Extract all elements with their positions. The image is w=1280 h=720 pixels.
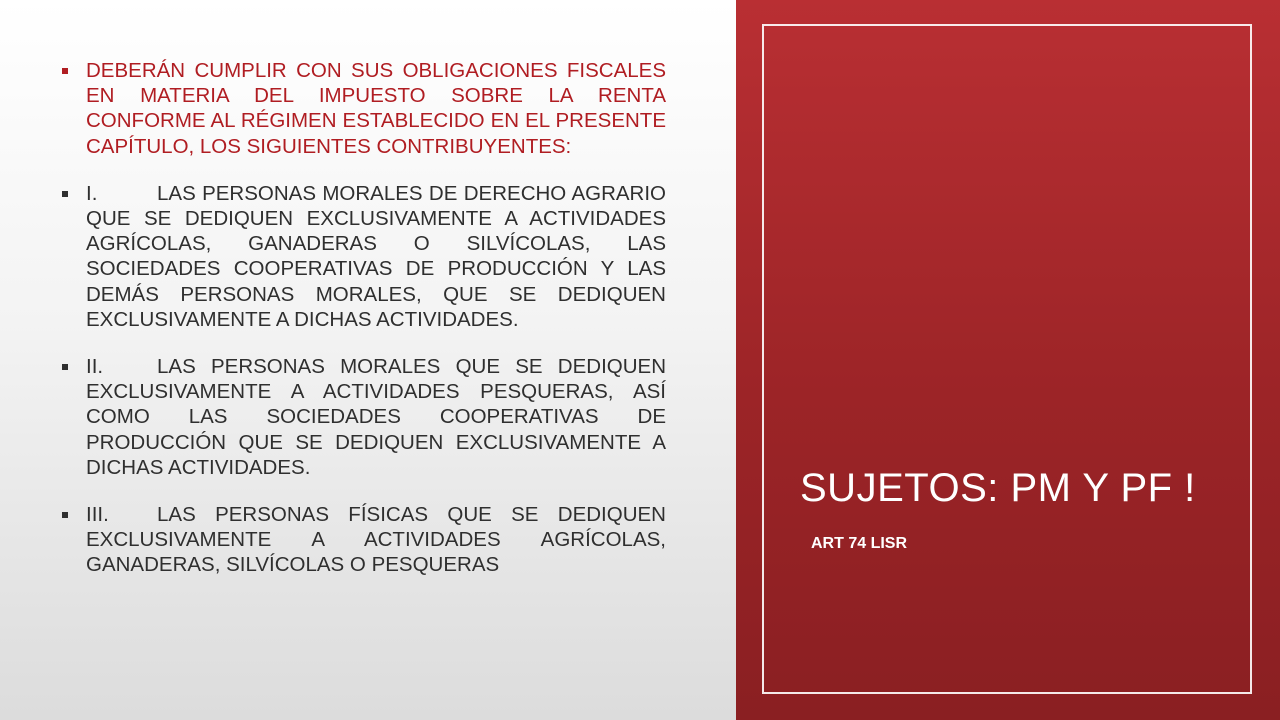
bullet-text: LAS PERSONAS MORALES QUE SE DEDIQUEN EXCLUSIVAMENTE A ACTIVIDADES PESQUERAS, ASÍ COMO LAS SOCIEDADES COOPERATIVAS DE PRODUCCIÓN QUE SE DEDIQUEN EXCLUSIVAMENTE A DICHAS ACTIVIDADES. <box>86 355 666 479</box>
square-bullet-icon <box>62 68 68 74</box>
bullet-text: LAS PERSONAS FÍSICAS QUE SE DEDIQUEN EXCLUSIVAMENTE A ACTIVIDADES AGRÍCOLAS, GANADERAS, SILVÍCOLAS O PESQUERAS <box>86 503 666 577</box>
square-bullet-icon <box>62 364 68 370</box>
title-panel <box>736 0 1280 720</box>
bullet-number: III. <box>86 503 109 527</box>
bullet-number: I. <box>86 181 98 205</box>
bullet-list <box>62 58 666 600</box>
slide-title: SUJETOS: PM Y PF ! <box>800 466 1196 510</box>
bullet-item-intro <box>62 58 666 159</box>
bullet-text: DEBERÁN CUMPLIR CON SUS OBLIGACIONES FISCALES EN MATERIA DEL IMPUESTO SOBRE LA RENTA CONFORME AL RÉGIMEN ESTABLECIDO EN EL PRESENTE CAPÍTULO, LOS SIGUIENTES CONTRIBUYENTES: <box>86 59 666 158</box>
bullet-text: LAS PERSONAS MORALES DE DERECHO AGRARIO QUE SE DEDIQUEN EXCLUSIVAMENTE A ACTIVIDADES AGRÍCOLAS, GANADERAS O SILVÍCOLAS, LAS SOCIEDADES COOPERATIVAS DE PRODUCCIÓN Y LAS DEMÁS PERSONAS MORALES, QUE SE DEDIQUEN EXCLUSIVAMENTE A DICHAS ACTIVIDADES. <box>86 181 666 331</box>
bullet-number: II. <box>86 355 104 379</box>
bullet-item-ii <box>62 354 666 480</box>
square-bullet-icon <box>62 512 68 518</box>
slide-subtitle: ART 74 LISR <box>811 535 908 552</box>
bullet-item-iii <box>62 502 666 578</box>
title-frame-border <box>762 24 1252 694</box>
bullet-item-i <box>62 181 666 332</box>
square-bullet-icon <box>62 191 68 197</box>
